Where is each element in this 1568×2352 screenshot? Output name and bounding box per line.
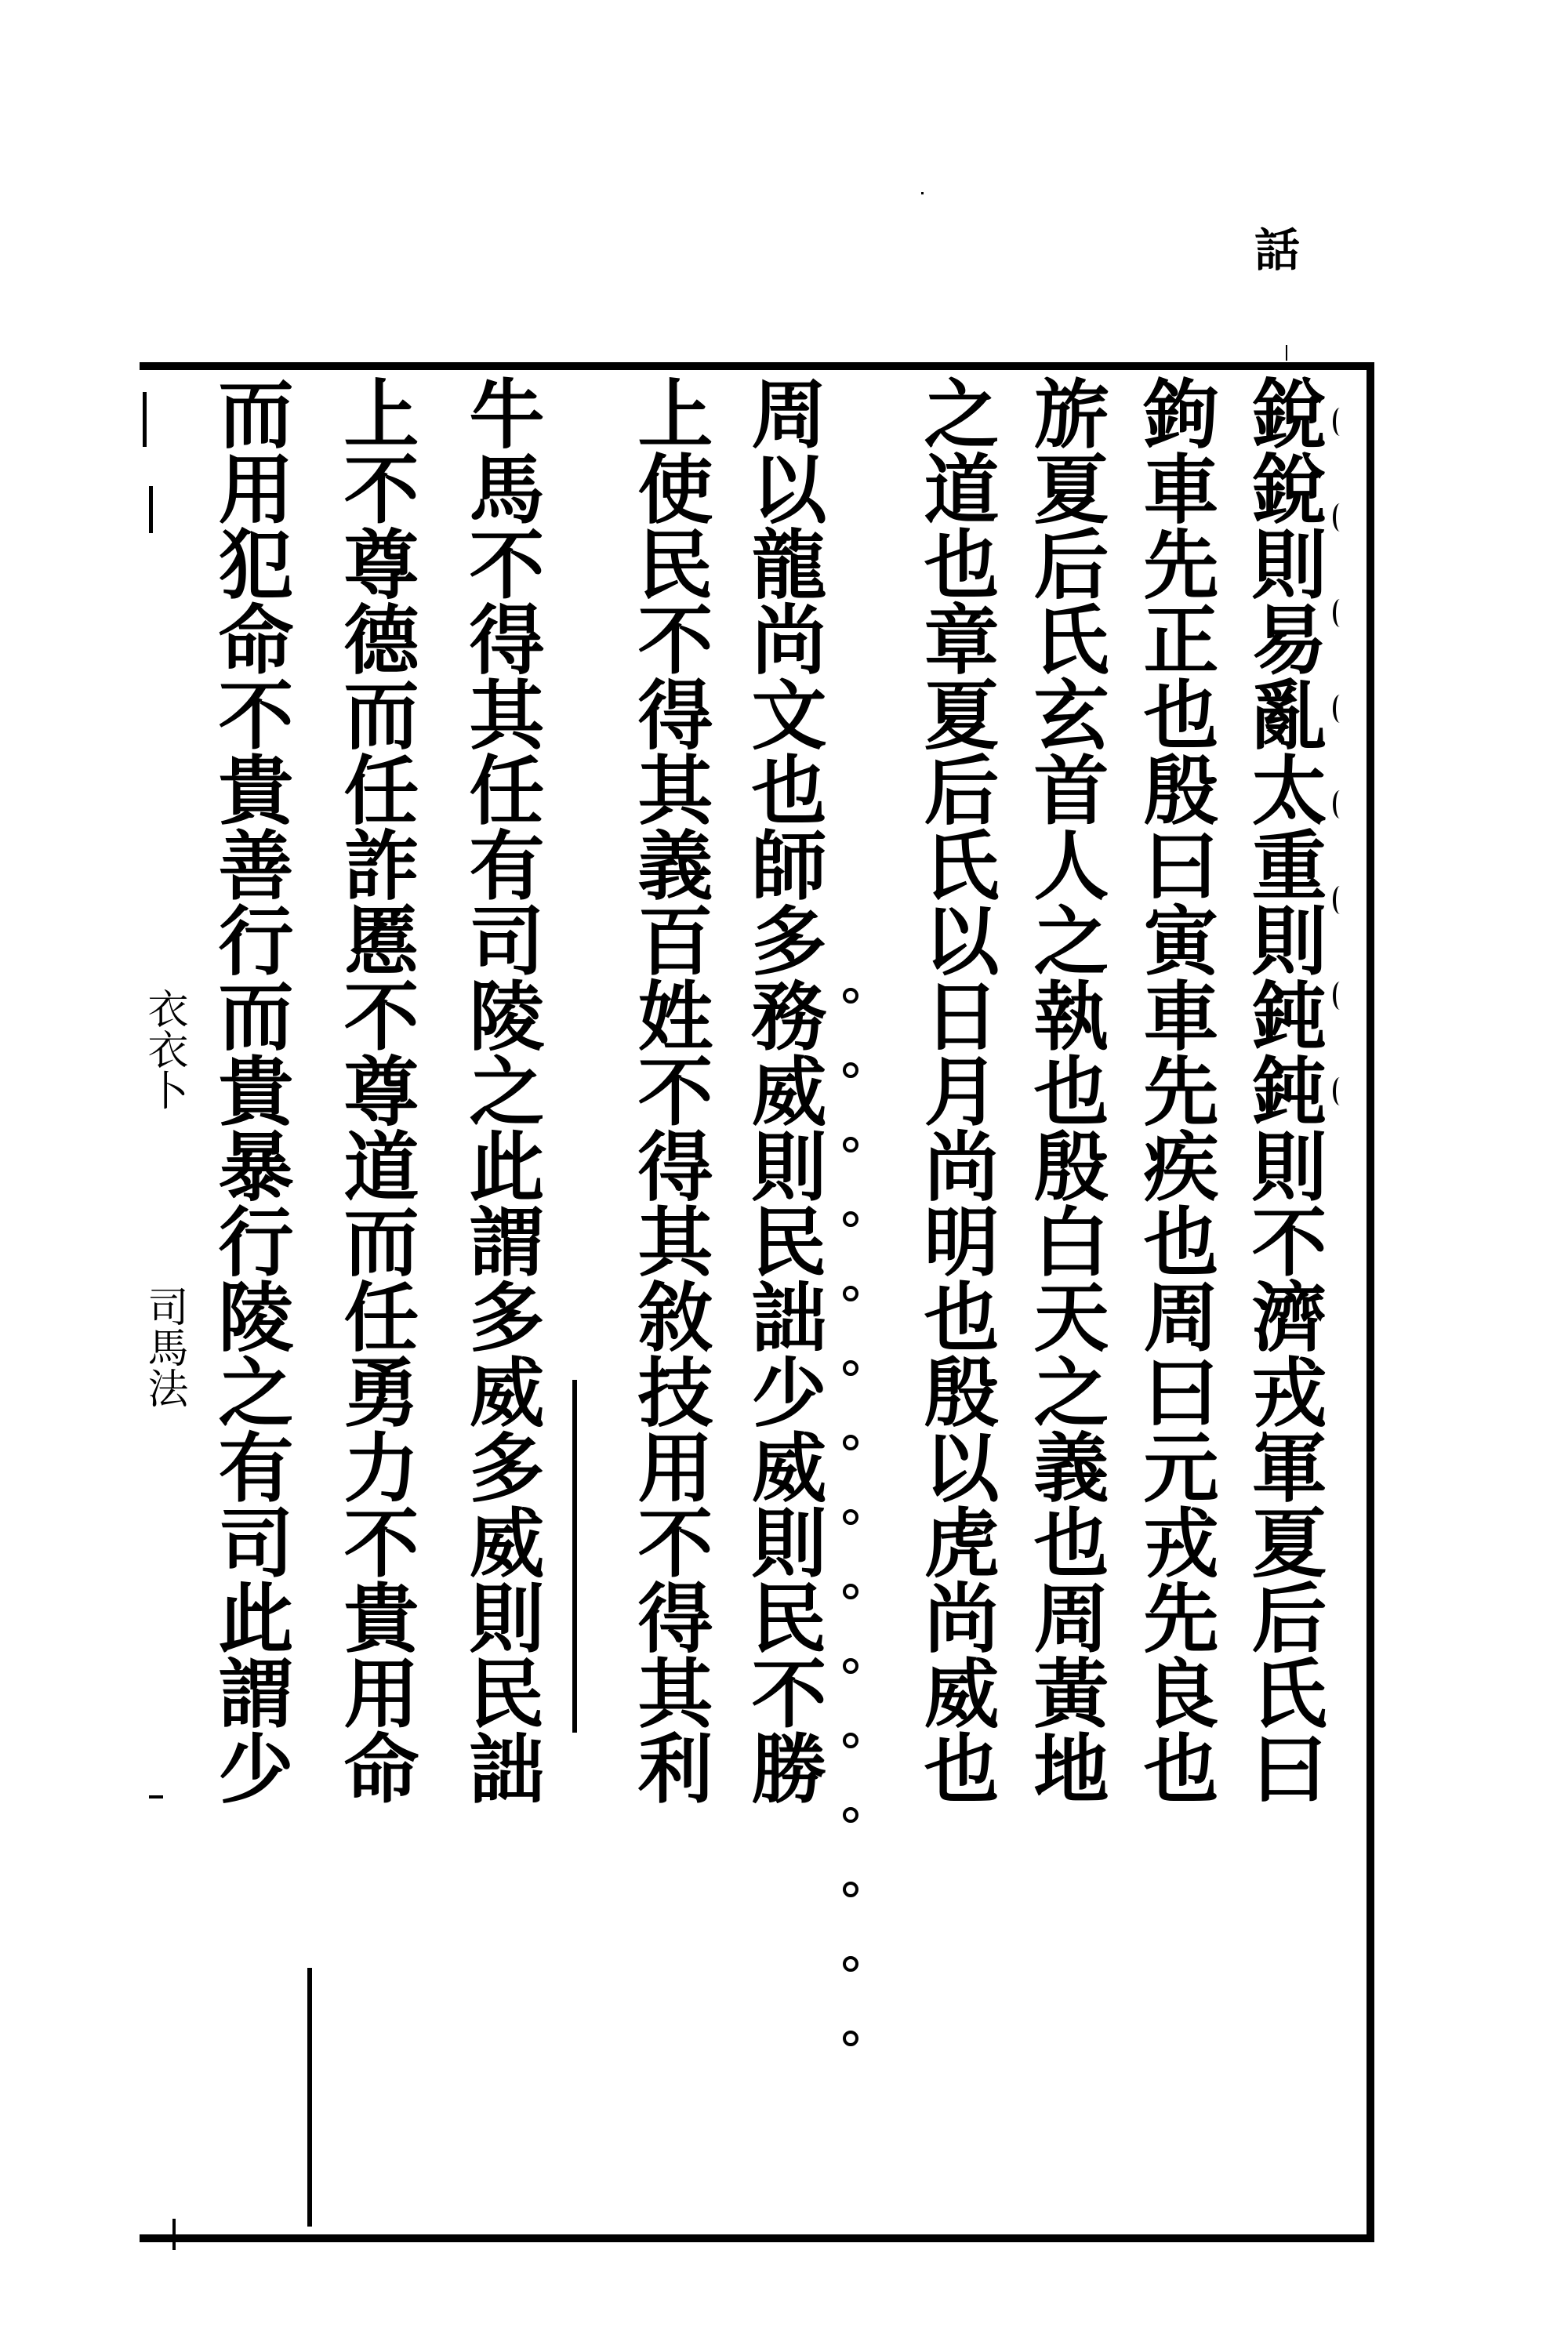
- emphasis-circles: [839, 988, 862, 2046]
- text-column-6: 上使民不得其義百姓不得其敘技用不得其利: [626, 375, 714, 1805]
- annotation-mark: [1333, 886, 1347, 914]
- margin-book-title: 衣衣卜: [140, 988, 187, 1110]
- annotation-mark: [1333, 982, 1347, 1010]
- emphasis-circle: [843, 1956, 858, 1972]
- annotation-mark: [1333, 408, 1347, 436]
- margin-mark: [149, 486, 153, 533]
- text-column-3: 旂夏后氏玄首人之執也殷白天之義也周黃地: [1022, 375, 1110, 1805]
- emphasis-circle: [843, 988, 858, 1004]
- text-column-9: 而用犯命不貴善行而貴暴行陵之有司此謂少: [206, 375, 295, 1805]
- paper-speck: [921, 192, 924, 194]
- emphasis-circle: [843, 1286, 858, 1301]
- text-column-7: 牛馬不得其任有司陵之此謂多威多威則民詘: [457, 375, 546, 1805]
- emphasis-circle: [843, 1211, 858, 1227]
- proper-name-rule: [307, 1968, 312, 2227]
- margin-mark: [172, 2219, 176, 2250]
- annotation-mark: [1333, 503, 1347, 532]
- margin-mark: [143, 392, 147, 447]
- emphasis-circle: [843, 1733, 858, 1748]
- annotation-mark: [1333, 599, 1347, 627]
- emphasis-circle: [843, 1062, 858, 1078]
- proper-name-rule: [572, 1380, 577, 1733]
- text-column-8: 上不尊德而任詐慝不尊道而任勇力不貴用命: [332, 375, 420, 1805]
- frame-corner-tick: [1286, 345, 1287, 361]
- text-column-4: 之道也章夏后氏以日月尚明也殷以虎尚威也: [912, 375, 1000, 1805]
- emphasis-circle: [843, 2031, 858, 2046]
- text-column-5: 周以龍尚文也師多務威則民詘少威則民不勝: [739, 375, 828, 1805]
- emphasis-circle: [843, 1509, 858, 1525]
- text-column-2: 鉤車先正也殷曰寅車先疾也周曰元戎先良也: [1131, 375, 1220, 1805]
- emphasis-circle: [843, 1137, 858, 1152]
- corner-title: 話: [1254, 223, 1301, 277]
- annotation-mark: [1333, 695, 1347, 723]
- emphasis-circle: [843, 1658, 858, 1674]
- margin-mark: [149, 1795, 163, 1798]
- text-column-1: 銳銳則易亂太重則鈍鈍則不濟戎軍夏后氏曰: [1240, 375, 1328, 1805]
- annotation-mark: [1333, 1077, 1347, 1105]
- annotation-mark: [1333, 790, 1347, 818]
- emphasis-circle: [843, 1435, 858, 1450]
- emphasis-circle: [843, 1584, 858, 1599]
- margin-chapter-title: 司馬法: [140, 1286, 187, 1408]
- emphasis-circle: [843, 1807, 858, 1823]
- emphasis-circle: [843, 1360, 858, 1376]
- emphasis-circle: [843, 1882, 858, 1897]
- right-annotation-marks: [1333, 408, 1364, 1105]
